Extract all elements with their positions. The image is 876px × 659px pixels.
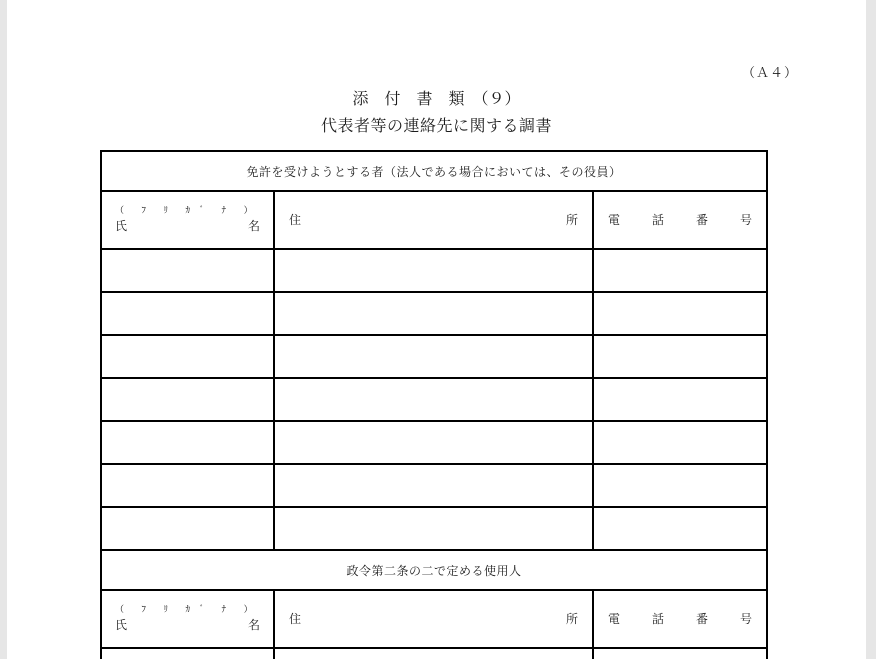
empty-name-cell <box>101 378 274 421</box>
column-header-row <box>101 191 767 249</box>
furigana-header-label: （ ﾌ ﾘ ｶ ﾞ ﾅ ） <box>115 605 260 616</box>
address-header-label: 住 所 <box>289 212 578 227</box>
empty-phone-cell <box>593 292 767 335</box>
empty-address-cell <box>274 249 593 292</box>
empty-phone-cell <box>593 507 767 550</box>
empty-address-cell <box>274 421 593 464</box>
phone-header-label: 電 話 番 号 <box>608 212 752 227</box>
empty-phone-cell <box>593 648 767 659</box>
empty-name-cell <box>101 507 274 550</box>
empty-data-row <box>101 292 767 335</box>
empty-address-cell <box>274 378 593 421</box>
empty-data-row <box>101 464 767 507</box>
empty-name-cell <box>101 249 274 292</box>
empty-address-cell <box>274 507 593 550</box>
empty-address-cell <box>274 648 593 659</box>
empty-phone-cell <box>593 378 767 421</box>
empty-name-cell <box>101 292 274 335</box>
empty-address-cell <box>274 335 593 378</box>
section-band-licensees: 免許を受けようとする者（法人である場合においては、その役員） <box>101 151 767 191</box>
empty-data-row <box>101 507 767 550</box>
name-header-label: 氏 名 <box>115 617 260 632</box>
empty-data-row <box>101 421 767 464</box>
empty-data-row <box>101 648 767 659</box>
empty-data-row <box>101 378 767 421</box>
document-subtitle: 代表者等の連絡先に関する調書 <box>320 116 552 135</box>
section-licensees <box>101 151 767 550</box>
column-header-row <box>101 590 767 648</box>
name-header-label: 氏 名 <box>115 218 260 233</box>
empty-name-cell <box>101 335 274 378</box>
empty-phone-cell <box>593 335 767 378</box>
section-employees <box>101 550 767 659</box>
document-page <box>7 0 866 659</box>
paper-size-label: （Ａ４） <box>741 66 798 81</box>
furigana-header-label: （ ﾌ ﾘ ｶ ﾞ ﾅ ） <box>115 206 260 217</box>
name-header-cell <box>101 590 274 648</box>
phone-header-cell <box>593 191 767 249</box>
empty-name-cell <box>101 464 274 507</box>
empty-data-row <box>101 249 767 292</box>
document-title: 添 付 書 類 （９） <box>352 89 521 108</box>
empty-phone-cell <box>593 421 767 464</box>
address-header-cell <box>274 590 593 648</box>
empty-address-cell <box>274 464 593 507</box>
section-band-employees: 政令第二条の二で定める使用人 <box>101 550 767 590</box>
empty-address-cell <box>274 292 593 335</box>
section-band-row <box>101 550 767 590</box>
section-band-row <box>101 151 767 191</box>
contact-form-table <box>100 150 768 659</box>
empty-name-cell <box>101 648 274 659</box>
phone-header-cell <box>593 590 767 648</box>
address-header-cell <box>274 191 593 249</box>
empty-name-cell <box>101 421 274 464</box>
empty-data-row <box>101 335 767 378</box>
address-header-label: 住 所 <box>289 611 578 626</box>
empty-phone-cell <box>593 464 767 507</box>
name-header-cell <box>101 191 274 249</box>
phone-header-label: 電 話 番 号 <box>608 611 752 626</box>
empty-phone-cell <box>593 249 767 292</box>
